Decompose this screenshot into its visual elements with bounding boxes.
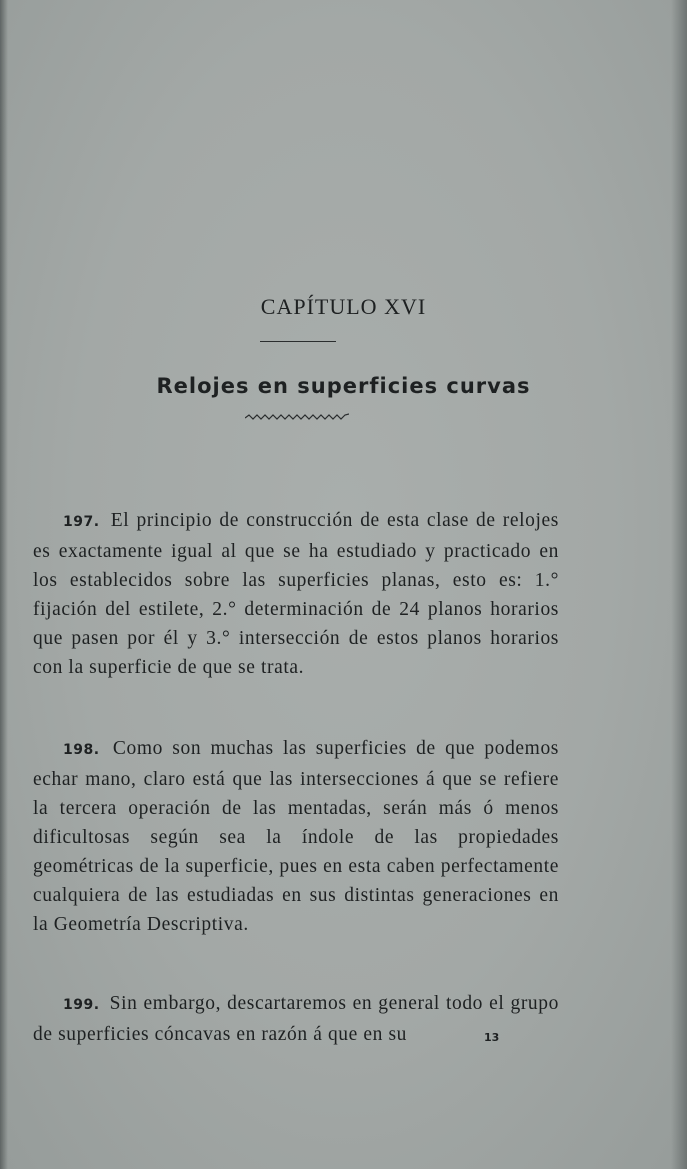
section-title: Relojes en superficies curvas (156, 374, 531, 398)
page-edge-right (671, 0, 687, 1169)
paragraph-number: 197. (63, 513, 100, 530)
ornament-divider (245, 412, 349, 422)
paragraph-198 (33, 734, 559, 939)
page-number: 13 (484, 1031, 500, 1044)
paragraph-197 (33, 506, 559, 682)
page-edge-left (0, 0, 8, 1169)
chapter-title: CAPÍTULO XVI (260, 294, 427, 319)
title-rule (260, 341, 336, 342)
paragraph-199 (33, 989, 559, 1049)
paragraph-text: Sin embargo, descartaremos en general todo el grupo de superficies cóncavas en razón á que en su (33, 992, 559, 1045)
paragraph-number: 198. (63, 741, 100, 758)
paragraph-text: El principio de construcción de esta clase de relojes es exactamente igual al que se ha estudiado y practicado en los establecidos sobre las superficies planas, esto es: 1.° fijación del estilete, 2.° determinación de 24 planos horarios que pasen por él y 3.° intersección de estos planos horarios con la superficie de que se trata. (33, 509, 559, 678)
paragraph-text: Como son muchas las superficies de que podemos echar mano, claro está que las intersecciones á que se refiere la tercera operación de las mentadas, serán más ó menos dificultosas según sea la índole de las propiedades geométricas de la superficie, pues en esta caben perfectamente cualquiera de las estudiadas en sus distintas generaciones en la Geometría Descriptiva. (33, 737, 559, 935)
paragraph-number: 199. (63, 996, 100, 1013)
